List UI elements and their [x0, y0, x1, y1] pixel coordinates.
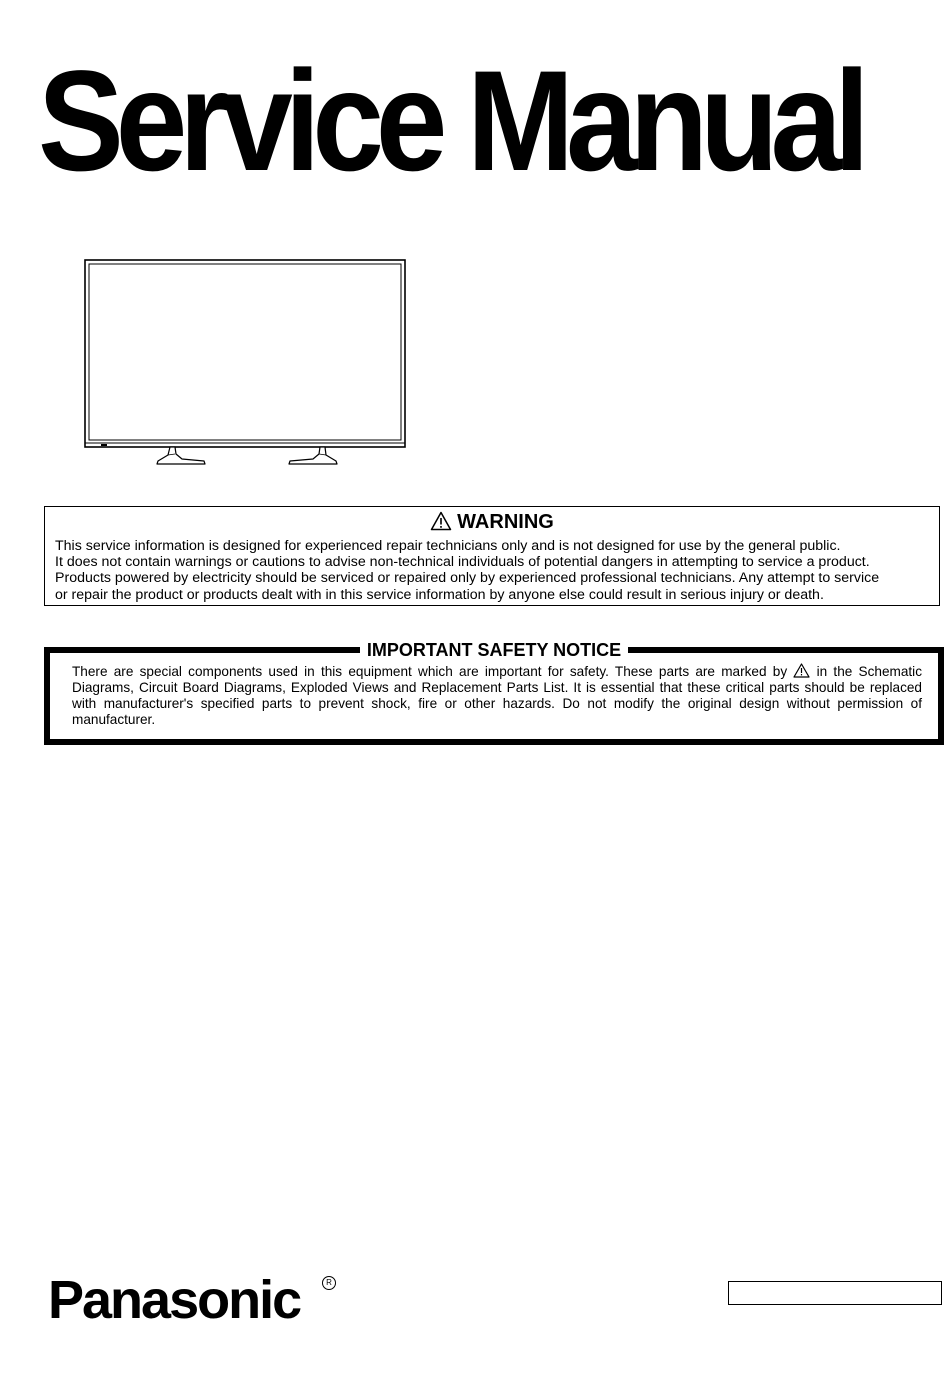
safety-notice-text [72, 663, 922, 728]
tv-stand-left [157, 447, 205, 464]
warning-line: Products powered by electricity should be serviced or repaired only by experienced professional technicians. Any attempt to service [55, 570, 880, 587]
safety-notice-box [44, 640, 944, 745]
warning-heading [45, 510, 939, 534]
safety-text-part2: in the Schematic Diagrams, Circuit Board Diagrams, Exploded Views and Replacement Parts List. It is essential that these critical parts should be replaced with manufacturer's specified parts to prevent shock, fire or other hazards. Do not modify the original design without permission of manufacturer. [72, 664, 923, 727]
warning-line: or repair the product or products dealt with in this service information by anyone else could result in serious injury or death. [55, 586, 824, 603]
warning-line: This service information is designed for experienced repair technicians only and is not designed for use by the general public. [55, 538, 841, 554]
tv-screen [89, 264, 401, 440]
warning-triangle-icon [430, 511, 452, 531]
safety-notice-heading: IMPORTANT SAFETY NOTICE [360, 639, 628, 661]
warning-text [55, 538, 935, 603]
warning-box [44, 506, 940, 606]
warning-triangle-icon [793, 663, 810, 678]
registered-trademark-icon: R [322, 1276, 336, 1290]
tv-brand-mark [101, 444, 107, 446]
tv-illustration [82, 257, 412, 472]
tv-stand-right [289, 447, 337, 464]
safety-text-part1: There are special components used in this equipment which are important for safety. These parts are marked by [72, 664, 788, 679]
panasonic-logo: Panasonic [48, 1270, 301, 1330]
warning-heading-text: WARNING [457, 511, 554, 533]
warning-line: It does not contain warnings or cautions to advise non-technical individuals of potential dangers in attempting to service a product. [55, 554, 870, 571]
model-number-box [728, 1281, 942, 1305]
document-title: Service Manual [38, 42, 862, 201]
